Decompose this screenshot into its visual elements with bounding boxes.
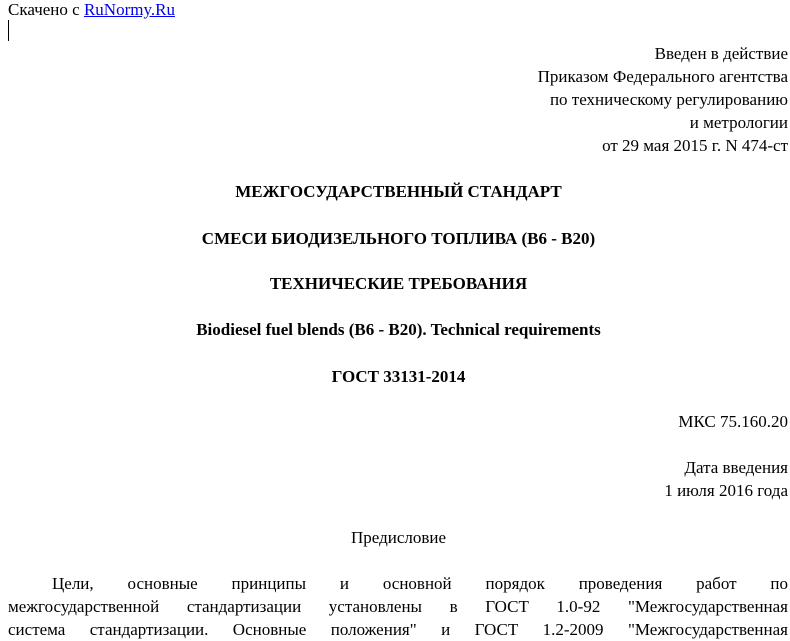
source-prefix: Скачено с: [8, 0, 84, 19]
approval-line: и метрологии: [689, 113, 788, 132]
standard-designation: ГОСТ 33131-2014: [331, 367, 466, 386]
standard-type-heading: МЕЖГОСУДАРСТВЕННЫЙ СТАНДАРТ: [235, 182, 562, 201]
paragraph-line: система стандартизации. Основные положения" и ГОСТ 1.2-2009 "Межгосударственная: [8, 620, 788, 639]
source-link[interactable]: RuNormy.Ru: [83, 0, 175, 19]
text-cursor: [8, 20, 9, 41]
document-subtitle: ТЕХНИЧЕСКИЕ ТРЕБОВАНИЯ: [269, 274, 528, 293]
document-title: СМЕСИ БИОДИЗЕЛЬНОГО ТОПЛИВА (B6 - B20): [201, 229, 596, 248]
intro-date-value: 1 июля 2016 года: [664, 481, 788, 500]
mks-code: МКС 75.160.20: [678, 412, 788, 431]
english-title: Biodiesel fuel blends (B6 - B20). Technical requirements: [196, 320, 601, 339]
approval-line: Приказом Федерального агентства: [537, 67, 788, 86]
approval-line: от 29 мая 2015 г. N 474-ст: [602, 136, 788, 155]
intro-date-block: [664, 456, 788, 502]
approval-line: по техническому регулированию: [549, 90, 788, 109]
paragraph-line: Цели, основные принципы и основной порядок проведения работ по: [52, 574, 788, 593]
foreword-heading: Предисловие: [350, 528, 447, 547]
approval-block: [538, 42, 788, 157]
intro-date-label: Дата введения: [684, 458, 788, 477]
paragraph-line: межгосударственной стандартизации установлены в ГОСТ 1.0-92 "Межгосударственная: [8, 597, 788, 616]
approval-line: Введен в действие: [654, 44, 788, 63]
foreword-paragraph: [8, 572, 788, 641]
source-line: [8, 0, 175, 21]
